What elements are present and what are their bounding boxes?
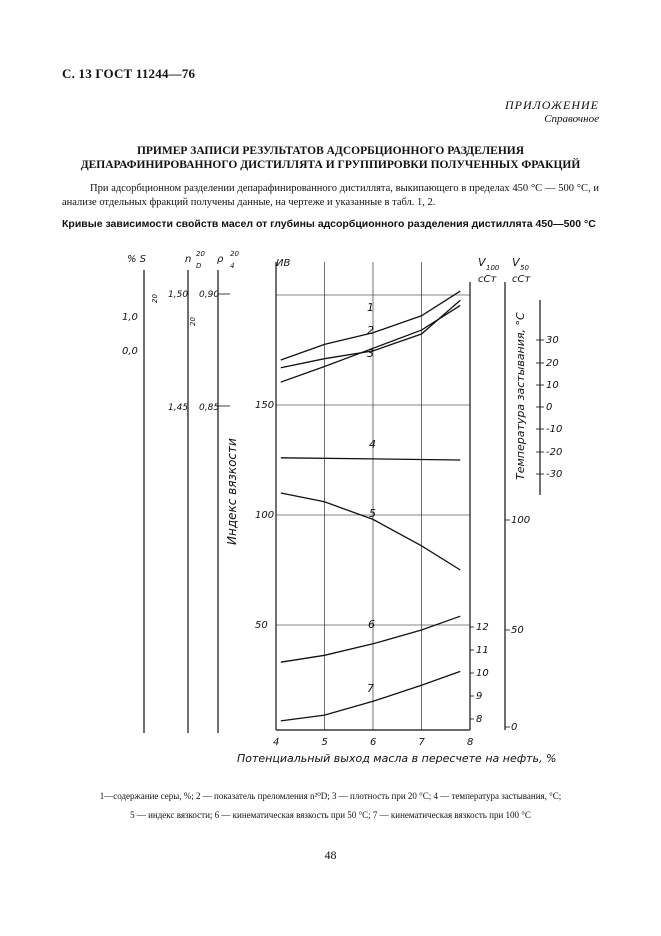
page-number: 48 xyxy=(324,848,337,862)
sulfur-axis-sub: 20 xyxy=(151,294,159,303)
vi-tick-label: 150 xyxy=(255,400,275,411)
section-title-line1: ПРИМЕР ЗАПИСИ РЕЗУЛЬТАТОВ АДСОРБЦИОННОГО РАЗДЕЛЕНИЯ xyxy=(136,145,525,157)
pour-point-tick-label: -20 xyxy=(546,447,563,458)
v50-tick-label: 100 xyxy=(511,515,531,526)
refraction-axis-label: n xyxy=(185,254,192,265)
pour-point-tick-label: 30 xyxy=(546,335,559,346)
v50-tick-label: 0 xyxy=(511,722,518,733)
curve-7 xyxy=(281,671,461,721)
curve-label-3: 3 xyxy=(367,347,374,360)
curve-4 xyxy=(281,458,461,460)
curve-label-1: 1 xyxy=(367,301,374,314)
v100-tick-label: 12 xyxy=(476,622,489,633)
legend-line2: 5 — индекс вязкости; 6 — кинематическая вязкость при 50 °С; 7 — кинематическая вязкость при 100 °С xyxy=(130,810,531,820)
curve-label-4: 4 xyxy=(369,438,376,451)
section-title-line2: ДЕПАРАФИНИРОВАННОГО ДИСТИЛЛЯТА И ГРУППИРОВКИ ПОЛУЧЕННЫХ ФРАКЦИЙ xyxy=(80,159,581,171)
pour-point-tick-label: 10 xyxy=(546,380,559,391)
appendix-subtitle: Справочное xyxy=(544,113,599,125)
density-tick-label: 0,90 xyxy=(199,290,220,300)
sulfur-tick-label: 0,0 xyxy=(122,346,138,357)
refraction-tick-label: 1,45 xyxy=(168,403,189,413)
sulfur-tick-label: 1,0 xyxy=(122,312,138,323)
figure-caption: Кривые зависимости свойств масел от глубины адсорбционного разделения дистиллята 450—500 °С xyxy=(62,218,596,230)
density-axis-sup: 20 xyxy=(230,250,239,258)
curve-3 xyxy=(281,305,461,382)
appendix-title: ПРИЛОЖЕНИЕ xyxy=(505,98,599,112)
v100-axis-label: V xyxy=(478,256,486,269)
legend-line1: 1—содержание серы, %; 2 — показатель преломления n²⁰D; 3 — плотность при 20 °С; 4 — температура застывания, °С; xyxy=(99,791,562,801)
pour-point-tick-label: -30 xyxy=(546,469,563,480)
v50-axis-unit: сСт xyxy=(512,274,531,285)
x-tick-label: 5 xyxy=(321,737,328,748)
refraction-axis-sup: 20 xyxy=(196,250,205,258)
vi-axis-title: Индекс вязкости xyxy=(225,438,239,545)
pour-point-tick-label: 0 xyxy=(546,402,553,413)
x-tick-label: 8 xyxy=(467,737,474,748)
density-tick-label: 0,85 xyxy=(199,403,220,413)
page-header: С. 13 ГОСТ 11244—76 xyxy=(62,66,196,81)
v50-axis-label: V xyxy=(512,256,520,269)
pour-point-tick-label: 20 xyxy=(546,358,559,369)
curve-label-6: 6 xyxy=(368,618,375,631)
x-axis-label: Потенциальный выход масла в пересчете на нефть, % xyxy=(237,752,557,765)
pour-point-axis-title: Температура застывания, °С xyxy=(514,312,527,480)
v50-axis-sub: 50 xyxy=(520,264,529,272)
curve-label-7: 7 xyxy=(367,682,374,695)
pour-point-tick-label: -10 xyxy=(546,424,563,435)
v50-tick-label: 50 xyxy=(511,625,524,636)
vi-tick-label: 50 xyxy=(255,620,268,631)
v100-tick-label: 11 xyxy=(476,645,489,656)
x-tick-label: 4 xyxy=(273,737,280,748)
curve-5 xyxy=(281,493,461,570)
figure-legend xyxy=(62,787,599,825)
refraction-tick-label: 1,50 xyxy=(168,290,189,300)
x-tick-label: 7 xyxy=(418,737,425,748)
v100-tick-label: 9 xyxy=(476,691,483,702)
x-tick-label: 6 xyxy=(370,737,377,748)
v100-axis-unit: сСт xyxy=(478,274,497,285)
vi-tick-label: 100 xyxy=(255,510,275,521)
density-axis-label: ρ xyxy=(217,254,224,265)
v100-tick-label: 10 xyxy=(476,668,489,679)
refraction-axis-sub: D xyxy=(196,262,202,270)
vi-axis-label: ИВ xyxy=(276,258,291,269)
sulfur-axis-label: % S xyxy=(127,254,147,265)
v100-axis-sub: 100 xyxy=(486,264,500,272)
curve-label-2: 2 xyxy=(367,324,374,337)
curve-label-5: 5 xyxy=(369,507,376,520)
v100-tick-label: 8 xyxy=(476,714,483,725)
intro-paragraph: При адсорбционном разделении депарафинированного дистиллята, выкипающего в пределах 450 °С — 500 °С, и анализе отдельных фракций получены данные, на чертеже и указанные в табл. 1, 2. xyxy=(62,183,599,208)
density-axis-sub: 4 xyxy=(230,262,235,270)
refraction-axis-tick-sub: 20 xyxy=(189,317,197,326)
